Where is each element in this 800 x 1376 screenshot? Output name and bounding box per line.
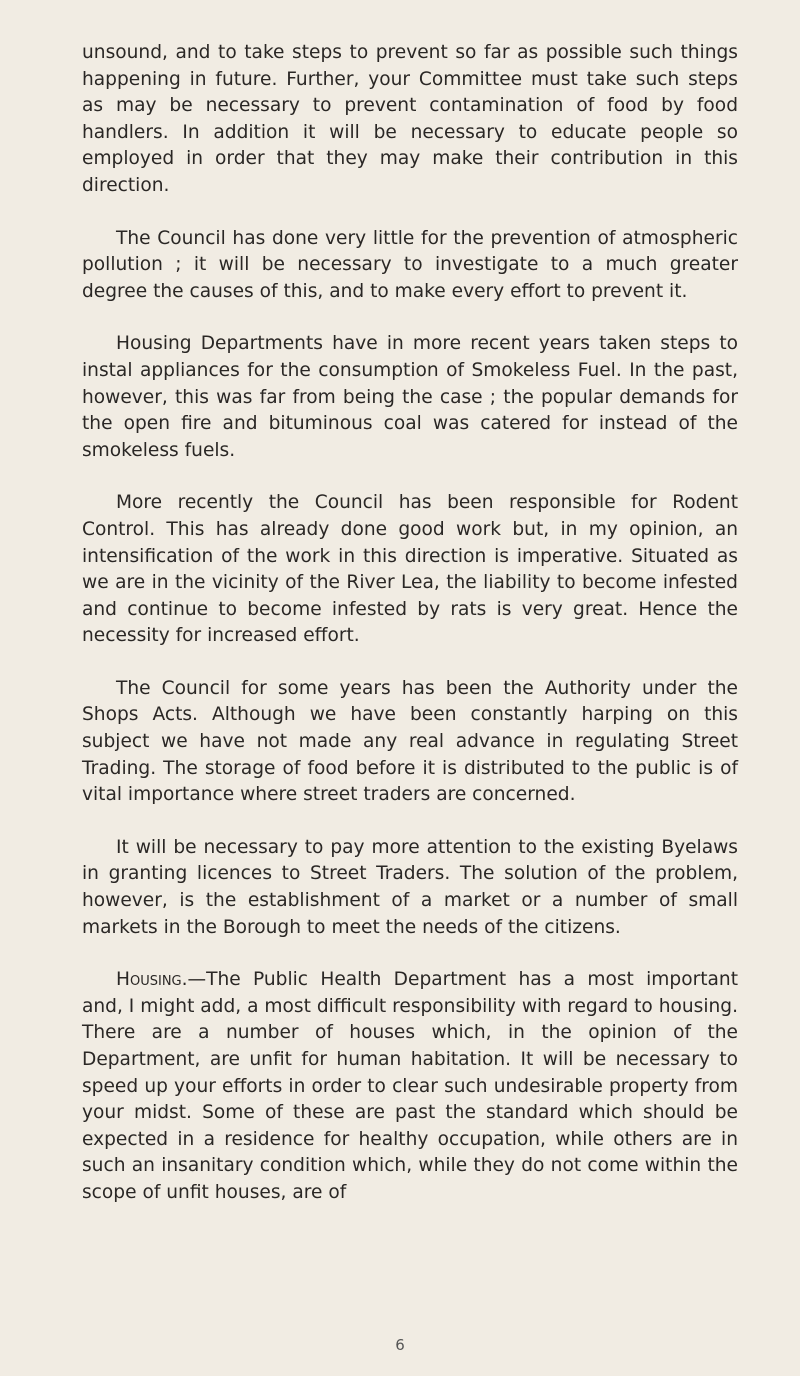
paragraph-text: Housing Departments have in more recent years taken steps to instal appliances for the consumption of Smokeless Fuel. In the past, however, this was far from being the case ; the popular demands for the open fire and bituminous coal was catered for instead of the smokeless fuels.	[82, 333, 738, 461]
page-number: 6	[395, 1336, 405, 1354]
paragraph-atmospheric-pollution	[82, 226, 738, 306]
paragraph-street-traders	[82, 835, 738, 941]
paragraph-text: More recently the Council has been responsible for Rodent Control. This has already done good work but, in my opinion, an intensification of the work in this direction is imperative. Situated as we are in the vicinity of the River Lea, the liability to become infested and continue to become infested by rats is very great. Hence the necessity for increased effort.	[82, 492, 738, 647]
paragraph-housing	[82, 967, 738, 1206]
paragraph-smokeless-fuel	[82, 331, 738, 464]
paragraph-continuation	[82, 40, 738, 200]
paragraph-text: The Council has done very little for the prevention of atmospheric pollution ; it will be necessary to investigate to a much greater degree the causes of this, and to make every effort to prevent it.	[82, 227, 738, 302]
section-heading-housing: Housing.	[116, 969, 188, 991]
body-text	[82, 40, 738, 1233]
paragraph-text: The Council for some years has been the Authority under the Shops Acts. Although we have been constantly harping on this subject we have not made any real advance in regulating Street Trading. The storage of food before it is distributed to the public is of vital importance where street traders are concerned.	[82, 677, 738, 806]
paragraph-rodent-control	[82, 490, 738, 650]
paragraph-text: It will be necessary to pay more attention to the existing Byelaws in granting licences to Street Traders. The solution of the problem, however, is the establishment of a market or a number of small markets in the Borough to meet the needs of the citizens.	[82, 836, 738, 938]
paragraph-shops-acts	[82, 676, 738, 809]
paragraph-text: unsound, and to take steps to prevent so far as possible such things happening in future. Further, your Committee must take such steps as may be necessary to prevent contamination of food by food handlers. In addition it will be necessary to educate people so employed in order that they may make their contribution in this direction.	[82, 42, 738, 196]
paragraph-text: —The Public Health Department has a most important and, I might add, a most difficult responsibility with regard to housing. There are a number of houses which, in the opinion of the Department, are unfit for human habitation. It will be necessary to speed up your efforts in order to clear such undesirable property from your midst. Some of these are past the standard which should be expected in a residence for healthy occupation, while others are in such an insanitary condition which, while they do not come within the scope of unfit houses, are of	[82, 969, 738, 1203]
